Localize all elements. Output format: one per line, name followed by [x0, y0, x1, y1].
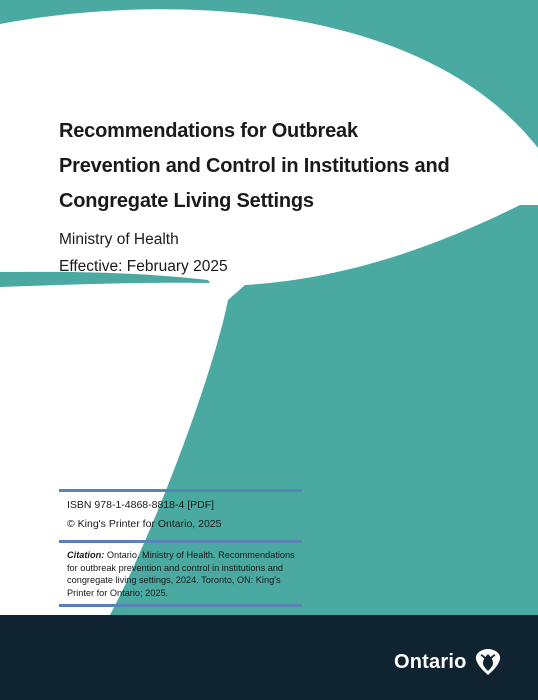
ministry-name: Ministry of Health — [59, 231, 179, 248]
ontario-logo — [394, 647, 503, 677]
citation-text: Ontario. Ministry of Health. Recommendations for outbreak prevention and control in institutions and congregate living settings, 2024. Toronto, ON: King's Printer for Ontario; 2025. — [67, 550, 295, 598]
effective-date: Effective: February 2025 — [59, 258, 228, 275]
ontario-wordmark: Ontario — [394, 650, 467, 673]
citation-block — [67, 549, 299, 599]
document-title: Recommendations for Outbreak Prevention and Control in Institutions and Congregate Living Settings — [59, 120, 450, 212]
divider-rule — [59, 540, 302, 543]
divider-rule — [59, 604, 302, 607]
copyright-text: © King's Printer for Ontario, 2025 — [67, 518, 222, 530]
trillium-icon — [473, 647, 503, 677]
citation-label: Citation: — [67, 550, 105, 560]
isbn-text: ISBN 978-1-4868-8818-4 [PDF] — [67, 499, 215, 511]
divider-rule — [59, 489, 302, 492]
